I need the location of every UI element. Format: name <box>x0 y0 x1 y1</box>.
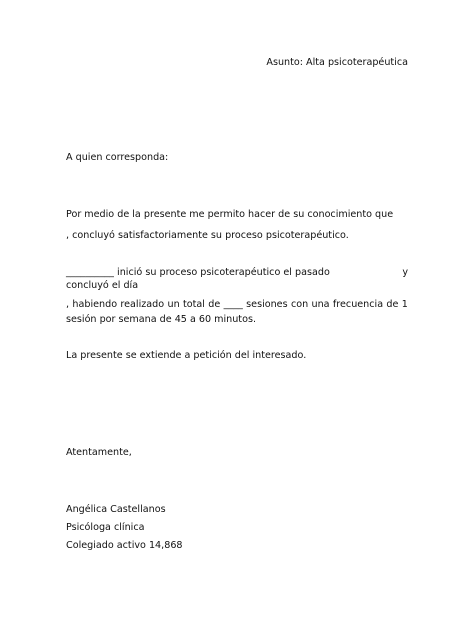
paragraph1-line1: Por medio de la presente me permito hacer de su conocimiento que <box>66 209 394 220</box>
subject-line: Asunto: Alta psicoterapéutica <box>266 57 408 68</box>
paragraph2-line1 <box>66 267 408 279</box>
paragraph1-line2: , concluyó satisfactoriamente su proceso psicoterapéutico. <box>66 230 349 241</box>
paragraph2-line4: sesión por semana de 45 a 60 minutos. <box>66 314 256 325</box>
paragraph2-line3: , habiendo realizado un total de ____ sesiones con una frecuencia de 1 <box>66 299 408 310</box>
greeting: A quien corresponda: <box>66 152 169 163</box>
closing: Atentamente, <box>66 447 132 458</box>
signature-title: Psicóloga clínica <box>66 522 145 533</box>
paragraph2-line1-end: y <box>402 267 408 278</box>
signature-name: Angélica Castellanos <box>66 504 166 515</box>
paragraph2-line1-start: __________ inició su proceso psicoterapéutico el pasado <box>66 267 330 278</box>
paragraph3: La presente se extiende a petición del interesado. <box>66 350 307 361</box>
signature-license: Colegiado activo 14,868 <box>66 540 183 551</box>
paragraph2-line2: concluyó el día <box>66 280 139 291</box>
